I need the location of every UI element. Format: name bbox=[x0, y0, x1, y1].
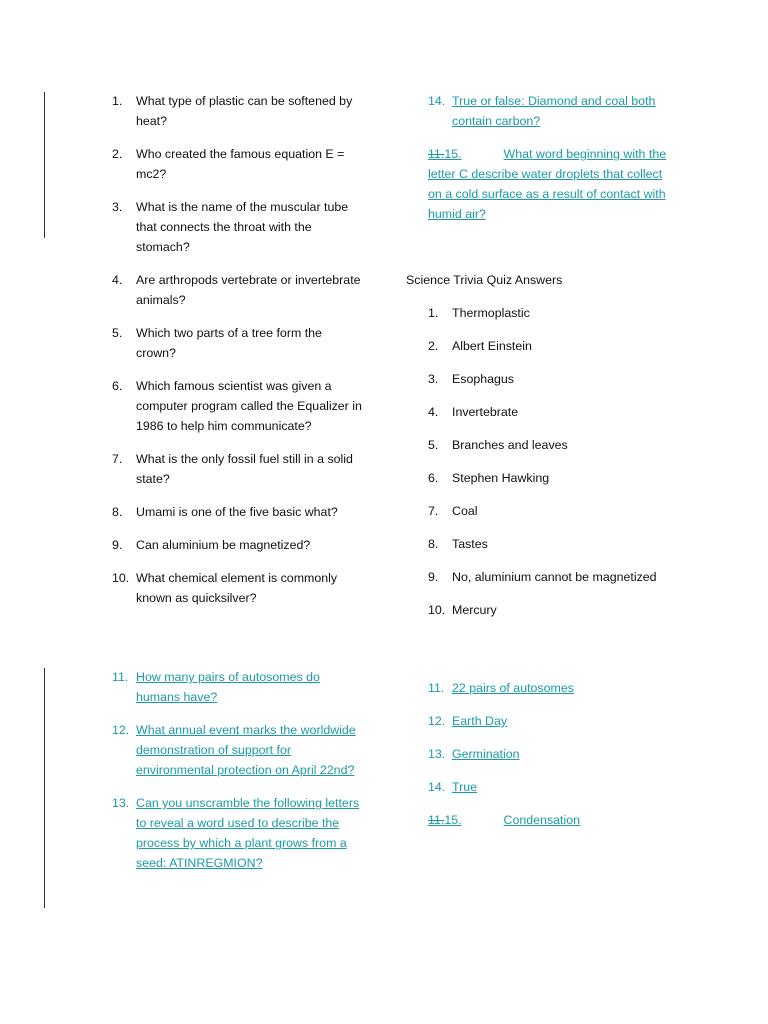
question-text: Which two parts of a tree form the crown? bbox=[136, 326, 322, 360]
item-number: 12. bbox=[428, 714, 446, 728]
answer-item bbox=[428, 435, 728, 455]
item-number: 10. bbox=[112, 571, 130, 585]
question-item bbox=[112, 144, 362, 184]
item-number: 4. bbox=[428, 405, 439, 419]
change-bar-top bbox=[44, 92, 45, 238]
item-number: 7. bbox=[428, 504, 439, 518]
answer-item bbox=[428, 501, 728, 521]
item-number: 1. bbox=[428, 306, 439, 320]
question-text: What type of plastic can be softened by heat? bbox=[136, 94, 353, 128]
answer-text: Mercury bbox=[452, 603, 497, 617]
answer-item bbox=[428, 810, 728, 830]
questions-list-right-top bbox=[428, 91, 678, 224]
answer-item bbox=[428, 468, 728, 488]
answer-text: Coal bbox=[452, 504, 478, 518]
questions-list-top bbox=[112, 91, 362, 608]
answer-text: 22 pairs of autosomes bbox=[452, 681, 574, 695]
answer-text: Albert Einstein bbox=[452, 339, 532, 353]
question-text: Umami is one of the five basic what? bbox=[136, 505, 338, 519]
question-item bbox=[112, 449, 362, 489]
question-item bbox=[112, 535, 362, 555]
question-item bbox=[112, 91, 362, 131]
answer-item bbox=[428, 303, 728, 323]
item-number: 9. bbox=[112, 538, 123, 552]
item-number: 6. bbox=[112, 379, 123, 393]
item-number: 15. bbox=[444, 813, 462, 827]
answer-text: No, aluminium cannot be magnetized bbox=[452, 570, 657, 584]
answer-text: Invertebrate bbox=[452, 405, 519, 419]
item-number: 15. bbox=[444, 147, 462, 161]
question-text: What chemical element is commonly known as quicksilver? bbox=[136, 571, 338, 605]
answer-item bbox=[428, 711, 728, 731]
answer-text: Stephen Hawking bbox=[452, 471, 550, 485]
answer-item bbox=[428, 369, 728, 389]
answer-text: Branches and leaves bbox=[452, 438, 568, 452]
question-text: What word beginning with the letter C describe water droplets that collect on a cold surface as a result of contact with humid air? bbox=[428, 147, 667, 221]
question-text: What is the only fossil fuel still in a solid state? bbox=[136, 452, 353, 486]
question-text: What annual event marks the worldwide demonstration of support for environmental protection on April 22nd? bbox=[136, 723, 356, 777]
answer-item bbox=[428, 678, 728, 698]
item-number: 3. bbox=[112, 200, 123, 214]
question-item bbox=[112, 568, 362, 608]
item-number: 11. bbox=[428, 681, 445, 695]
question-item bbox=[112, 793, 362, 873]
question-text: How many pairs of autosomes do humans have? bbox=[136, 670, 320, 704]
item-number: 12. bbox=[112, 723, 130, 737]
answers-list-bottom bbox=[428, 678, 728, 830]
item-number: 5. bbox=[112, 326, 123, 340]
item-number: 4. bbox=[112, 273, 123, 287]
answer-item bbox=[428, 567, 728, 587]
question-item bbox=[112, 323, 362, 363]
answer-text: True bbox=[452, 780, 478, 794]
item-number: 7. bbox=[112, 452, 123, 466]
answer-item bbox=[428, 402, 728, 422]
item-number: 5. bbox=[428, 438, 439, 452]
answer-item bbox=[428, 336, 728, 356]
answers-title: Science Trivia Quiz Answers bbox=[406, 273, 563, 287]
item-number: 13. bbox=[428, 747, 446, 761]
questions-list-bottom bbox=[112, 667, 362, 873]
item-number: 8. bbox=[112, 505, 123, 519]
question-item bbox=[112, 270, 362, 310]
question-item bbox=[112, 376, 362, 436]
question-text: Which famous scientist was given a computer program called the Equalizer in 1986 to help him communicate? bbox=[136, 379, 362, 433]
item-number: 2. bbox=[112, 147, 123, 161]
item-number: 6. bbox=[428, 471, 439, 485]
item-number: 2. bbox=[428, 339, 439, 353]
question-item bbox=[112, 720, 362, 780]
item-number: 11. bbox=[112, 670, 129, 684]
deleted-number: 11. bbox=[428, 147, 445, 161]
item-number: 3. bbox=[428, 372, 439, 386]
answer-item bbox=[428, 744, 728, 764]
answers-list-top bbox=[428, 303, 728, 620]
answer-item bbox=[428, 777, 728, 797]
answer-text: Tastes bbox=[452, 537, 488, 551]
question-text: Who created the famous equation E = mc2? bbox=[136, 147, 345, 181]
change-bar-bottom bbox=[44, 668, 45, 908]
answer-text: Germination bbox=[452, 747, 520, 761]
item-number: 9. bbox=[428, 570, 439, 584]
item-number: 8. bbox=[428, 537, 439, 551]
item-number: 10. bbox=[428, 603, 446, 617]
answer-text: Earth Day bbox=[452, 714, 508, 728]
answer-text: Esophagus bbox=[452, 372, 515, 386]
item-number: 14. bbox=[428, 780, 446, 794]
question-text: Can you unscramble the following letters to reveal a word used to describe the process by which a plant grows from a seed: ATINREGMION? bbox=[136, 796, 360, 870]
question-item bbox=[428, 91, 678, 131]
question-text: Can aluminium be magnetized? bbox=[136, 538, 311, 552]
answer-text: Thermoplastic bbox=[452, 306, 530, 320]
answer-text: Condensation bbox=[503, 813, 581, 827]
item-number: 14. bbox=[428, 94, 446, 108]
answer-item bbox=[428, 534, 728, 554]
item-number: 13. bbox=[112, 796, 130, 810]
question-item bbox=[112, 502, 362, 522]
question-item bbox=[112, 197, 362, 257]
question-text: True or false: Diamond and coal both contain carbon? bbox=[452, 94, 656, 128]
deleted-number: 11. bbox=[428, 813, 445, 827]
answer-item bbox=[428, 600, 728, 620]
question-text: Are arthropods vertebrate or invertebrate animals? bbox=[136, 273, 361, 307]
question-item bbox=[112, 667, 362, 707]
item-number: 1. bbox=[112, 94, 123, 108]
question-text: What is the name of the muscular tube that connects the throat with the stomach? bbox=[136, 200, 349, 254]
question-item bbox=[428, 144, 678, 224]
